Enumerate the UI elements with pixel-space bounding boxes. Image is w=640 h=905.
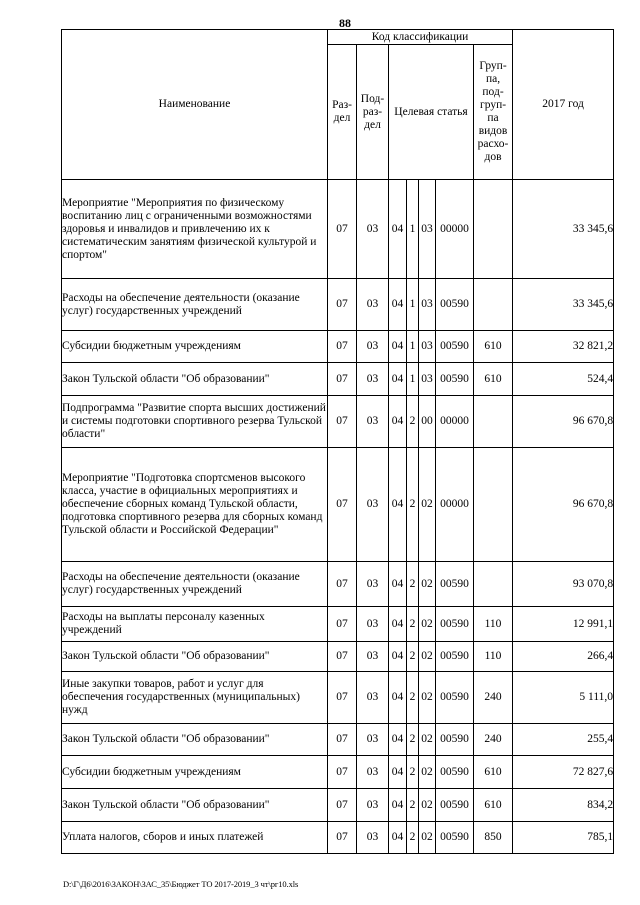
row-podrazdel: 03 [357,396,389,448]
header-razdel-line: Раз- [332,99,352,111]
row-vid: 240 [474,672,513,724]
row-cs4: 00590 [436,822,474,854]
row-cs1: 04 [389,822,407,854]
row-amount: 96 670,8 [513,396,614,448]
row-name: Расходы на обеспечение деятельности (оказание услуг) государственных учреждений [62,562,328,607]
row-podrazdel: 03 [357,180,389,279]
header-vid-line: под- [482,86,504,98]
row-razdel: 07 [328,756,357,789]
row-vid [474,562,513,607]
row-cs4: 00590 [436,756,474,789]
row-name: Закон Тульской области "Об образовании" [62,363,328,396]
row-cs3: 02 [419,448,436,562]
row-cs2: 2 [407,756,419,789]
table-header [62,30,614,180]
row-amount: 12 991,1 [513,607,614,642]
header-vid-line: дов [484,151,502,163]
row-cs3: 00 [419,396,436,448]
row-podrazdel: 03 [357,724,389,756]
row-cs4: 00590 [436,724,474,756]
row-vid: 110 [474,607,513,642]
row-vid [474,448,513,562]
row-cs1: 04 [389,562,407,607]
row-cs2: 2 [407,642,419,672]
row-cs1: 04 [389,789,407,822]
table-row [62,672,614,724]
row-cs4: 00000 [436,396,474,448]
row-cs1: 04 [389,607,407,642]
row-name: Иные закупки товаров, работ и услуг для обеспечения государственных (муниципальных) нужд [62,672,328,724]
row-razdel: 07 [328,448,357,562]
row-amount: 96 670,8 [513,448,614,562]
row-amount: 785,1 [513,822,614,854]
row-cs1: 04 [389,642,407,672]
row-podrazdel: 03 [357,448,389,562]
row-cs2: 2 [407,607,419,642]
row-razdel: 07 [328,331,357,363]
row-cs3: 02 [419,756,436,789]
row-cs1: 04 [389,363,407,396]
row-podrazdel: 03 [357,789,389,822]
header-podrazdel-line: Под- [360,92,385,105]
header-vid-line: Груп- [479,60,507,72]
table-row [62,448,614,562]
row-cs1: 04 [389,724,407,756]
row-vid [474,279,513,331]
row-cs4: 00590 [436,789,474,822]
row-cs1: 04 [389,331,407,363]
row-razdel: 07 [328,724,357,756]
header-vid-line: расхо- [477,138,509,150]
row-cs3: 02 [419,607,436,642]
row-amount: 33 345,6 [513,180,614,279]
row-razdel: 07 [328,279,357,331]
row-cs2: 2 [407,448,419,562]
row-cs1: 04 [389,448,407,562]
row-vid: 610 [474,756,513,789]
row-name: Субсидии бюджетным учреждениям [62,331,328,363]
row-amount: 72 827,6 [513,756,614,789]
row-amount: 524,4 [513,363,614,396]
row-cs2: 1 [407,180,419,279]
row-cs4: 00590 [436,363,474,396]
row-cs2: 2 [407,822,419,854]
row-cs2: 1 [407,363,419,396]
row-cs2: 2 [407,789,419,822]
row-cs3: 02 [419,642,436,672]
row-razdel: 07 [328,363,357,396]
row-cs4: 00590 [436,562,474,607]
row-amount: 255,4 [513,724,614,756]
header-razdel [328,45,357,180]
page-number: 88 [339,16,351,30]
row-amount: 266,4 [513,642,614,672]
row-name: Закон Тульской области "Об образовании" [62,724,328,756]
row-cs4: 00590 [436,672,474,724]
table-row [62,789,614,822]
row-razdel: 07 [328,642,357,672]
row-cs3: 02 [419,672,436,724]
footer-file-path: D:\Г\Д6\2016\ЗАКОН\ЗАС_35\Бюджет ТО 2017-2019_3 чт\рг10.xls [63,879,299,889]
header-vid-line: видов [478,125,508,137]
row-cs3: 02 [419,789,436,822]
row-vid: 110 [474,642,513,672]
row-cs1: 04 [389,279,407,331]
row-cs3: 02 [419,724,436,756]
row-cs3: 02 [419,562,436,607]
row-podrazdel: 03 [357,642,389,672]
row-cs4: 00000 [436,180,474,279]
row-cs4: 00590 [436,607,474,642]
table-row [62,642,614,672]
row-cs3: 03 [419,279,436,331]
row-cs1: 04 [389,672,407,724]
row-vid: 610 [474,363,513,396]
row-cs4: 00590 [436,279,474,331]
row-razdel: 07 [328,396,357,448]
budget-table [61,29,614,854]
table-row [62,279,614,331]
header-year: 2017 год [513,30,614,180]
row-podrazdel: 03 [357,363,389,396]
row-cs2: 2 [407,396,419,448]
row-vid [474,180,513,279]
row-name: Мероприятие "Подготовка спортсменов высокого класса, участие в официальных мероприятиях и обеспечение сборных команд Тульской области, подготовка спортивного резерва для сборных команд Тульской области и Российской Федерации" [62,448,328,562]
table-row [62,180,614,279]
row-cs4: 00590 [436,331,474,363]
row-podrazdel: 03 [357,607,389,642]
header-target: Целевая статья [389,45,474,180]
row-cs2: 2 [407,672,419,724]
header-name: Наименование [62,30,328,180]
row-name: Закон Тульской области "Об образовании" [62,642,328,672]
row-vid [474,396,513,448]
row-name: Закон Тульской области "Об образовании" [62,789,328,822]
row-podrazdel: 03 [357,562,389,607]
header-podrazdel [357,45,389,180]
row-vid: 240 [474,724,513,756]
row-podrazdel: 03 [357,279,389,331]
row-podrazdel: 03 [357,672,389,724]
table-row [62,756,614,789]
row-razdel: 07 [328,789,357,822]
table-row [62,822,614,854]
row-cs3: 03 [419,363,436,396]
row-vid: 850 [474,822,513,854]
row-cs2: 1 [407,279,419,331]
table-row [62,363,614,396]
header-vid [474,45,513,180]
row-vid: 610 [474,789,513,822]
row-amount: 93 070,8 [513,562,614,607]
header-podrazdel-line: раз- [362,105,383,118]
header-razdel-line: дел [333,112,351,124]
row-podrazdel: 03 [357,331,389,363]
row-name: Мероприятие "Мероприятия по физическому воспитанию лиц с ограниченными возможностями здоровья и инвалидов и привлечению их к систематическим занятиям физической культурой и спортом" [62,180,328,279]
row-cs3: 02 [419,822,436,854]
header-vid-line: па [487,112,499,124]
row-cs2: 2 [407,562,419,607]
row-amount: 5 111,0 [513,672,614,724]
row-name: Подпрограмма "Развитие спорта высших достижений и системы подготовки спортивного резерва Тульской области" [62,396,328,448]
row-vid: 610 [474,331,513,363]
row-razdel: 07 [328,180,357,279]
row-cs1: 04 [389,396,407,448]
row-name: Уплата налогов, сборов и иных платежей [62,822,328,854]
row-cs4: 00000 [436,448,474,562]
row-cs3: 03 [419,180,436,279]
header-vid-line: груп- [480,99,507,111]
row-razdel: 07 [328,672,357,724]
row-cs2: 2 [407,724,419,756]
table-row [62,396,614,448]
row-cs1: 04 [389,756,407,789]
row-podrazdel: 03 [357,756,389,789]
row-name: Расходы на выплаты персоналу казенных учреждений [62,607,328,642]
table-row [62,607,614,642]
row-cs4: 00590 [436,642,474,672]
row-name: Субсидии бюджетным учреждениям [62,756,328,789]
row-amount: 33 345,6 [513,279,614,331]
table-row [62,331,614,363]
row-cs2: 1 [407,331,419,363]
row-razdel: 07 [328,607,357,642]
row-amount: 834,2 [513,789,614,822]
row-razdel: 07 [328,562,357,607]
row-podrazdel: 03 [357,822,389,854]
header-vid-line: па, [485,73,501,85]
table-row [62,562,614,607]
row-cs1: 04 [389,180,407,279]
header-code-group: Код классификации [328,30,513,45]
header-podrazdel-line: дел [364,118,381,131]
table-row [62,724,614,756]
row-razdel: 07 [328,822,357,854]
row-name: Расходы на обеспечение деятельности (оказание услуг) государственных учреждений [62,279,328,331]
row-cs3: 03 [419,331,436,363]
row-amount: 32 821,2 [513,331,614,363]
